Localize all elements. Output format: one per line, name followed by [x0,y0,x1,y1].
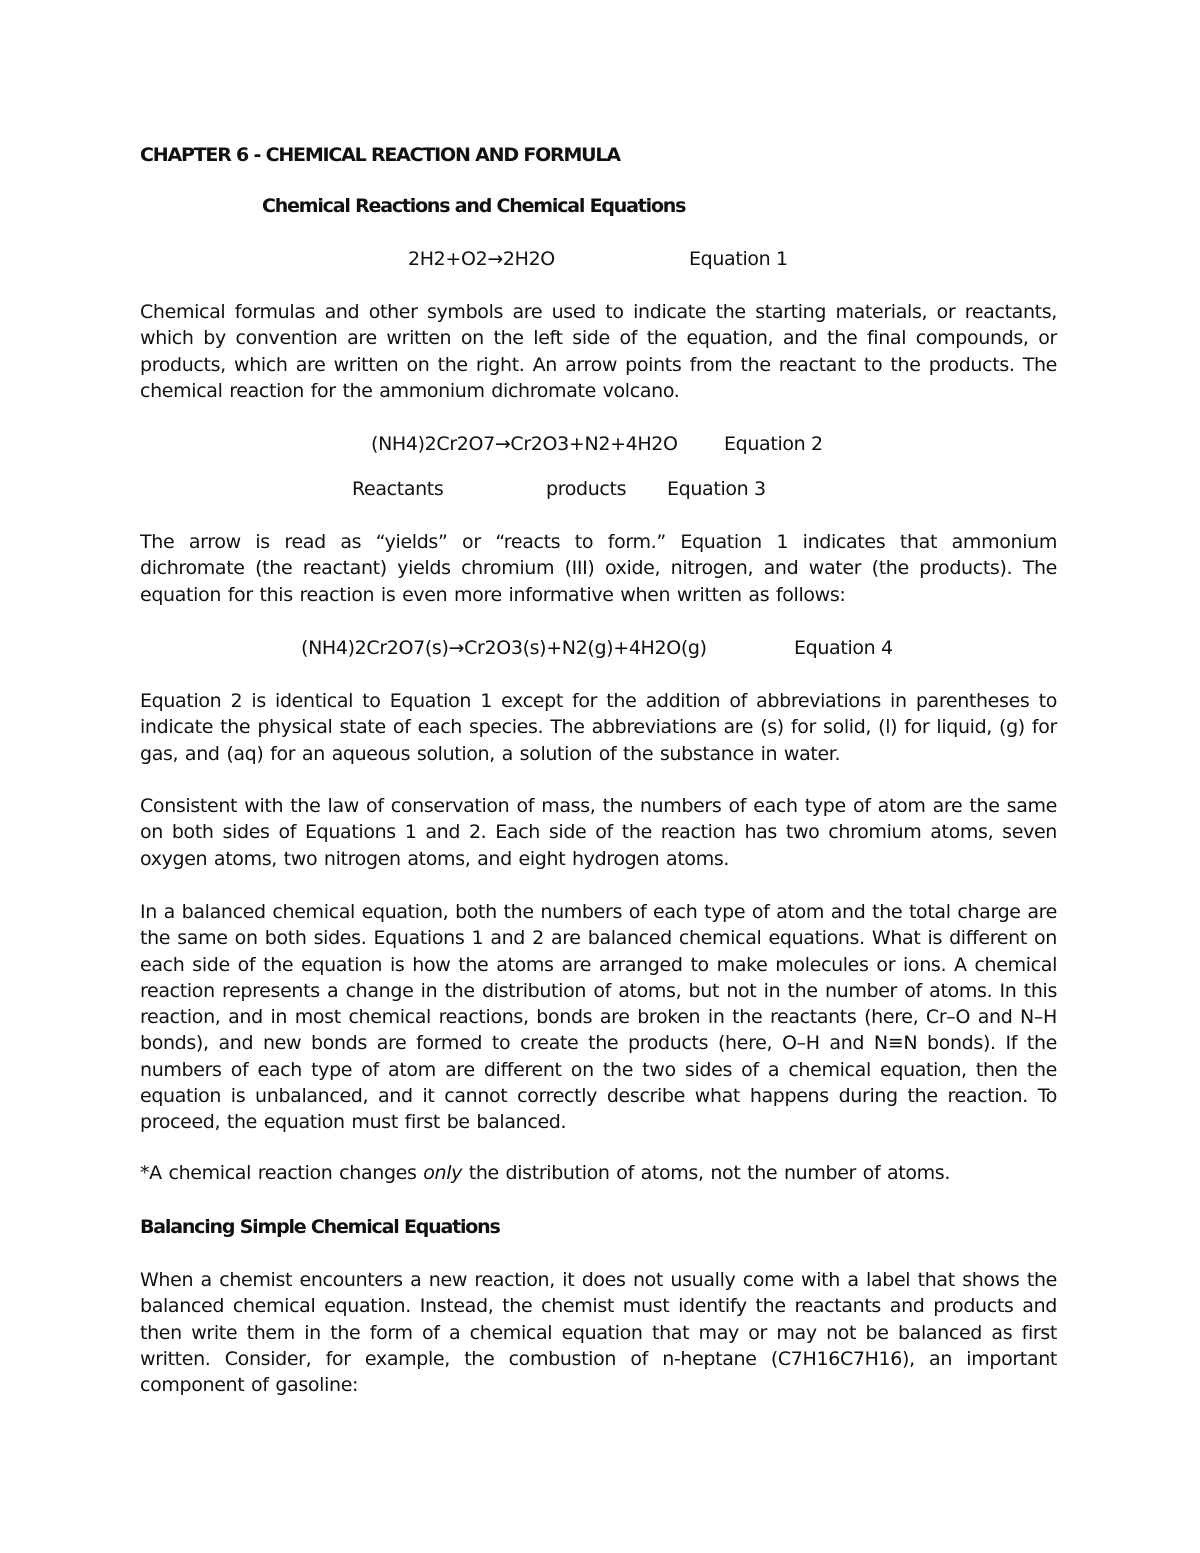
equation-3-products: products [546,478,627,500]
paragraph-physical-states: Equation 2 is identical to Equation 1 except for the addition of abbreviations in parentheses to indicate the physical state of each species. The abbreviations are (s) for solid, (l) for liquid, (g) for gas, and (aq) for an aqueous solution, a solution of the substance in water. [140,690,1057,765]
note-text-before: *A chemical reaction changes [140,1162,424,1184]
equation-4-label: Equation 4 [794,637,893,659]
paragraph-balanced-equation: In a balanced chemical equation, both the numbers of each type of atom and the total charge are the same on both sides. Equations 1 and 2 are balanced chemical equations. What is different on each side of the equation is how the atoms are arranged to make molecules or ions. A chemical reaction represents a change in the distribution of atoms, but not in the number of atoms. In this reaction, and in most chemical reactions, bonds are broken in the reactants (here, Cr–O and N–H bonds), and new bonds are formed to create the products (here, O–H and N≡N bonds). If the numbers of each type of atom are different on the two sides of a chemical equation, then the equation is unbalanced, and it cannot correctly describe what happens during the reaction. To proceed, the equation must first be balanced. [140,901,1057,1134]
section-title: Chemical Reactions and Chemical Equations [262,195,686,217]
equation-1-label: Equation 1 [689,248,788,270]
equation-4-formula: (NH4)2Cr2O7(s)→Cr2O3(s)+N2(g)+4H2O(g) [301,637,707,659]
note-distribution-of-atoms [140,1160,950,1186]
equation-3-reactants: Reactants [352,478,444,500]
paragraph-arrow-meaning: The arrow is read as “yields” or “reacts to form.” Equation 1 indicates that ammonium dichromate (the reactant) yields chromium (III) oxide, nitrogen, and water (the products). The equation for this reaction is even more informative when written as follows: [140,531,1057,606]
equation-3-label: Equation 3 [667,478,766,500]
equation-1-formula: 2H2+O2→2H2O [408,248,555,270]
note-text-after: the distribution of atoms, not the number of atoms. [462,1162,951,1184]
paragraph-reactants-products: Chemical formulas and other symbols are used to indicate the starting materials, or reactants, which by convention are written on the left side of the equation, and the final compounds, or products, which are written on the right. An arrow points from the reactant to the products. The chemical reaction for the ammonium dichromate volcano. [140,301,1057,402]
paragraph-conservation-of-mass: Consistent with the law of conservation of mass, the numbers of each type of atom are the same on both sides of Equations 1 and 2. Each side of the reaction has two chromium atoms, seven oxygen atoms, two nitrogen atoms, and eight hydrogen atoms. [140,795,1057,870]
paragraph-combustion-heptane: When a chemist encounters a new reaction, it does not usually come with a label that shows the balanced chemical equation. Instead, the chemist must identify the reactants and products and then write them in the form of a chemical equation that may or may not be balanced as first written. Consider, for example, the combustion of n-heptane (C7H16C7H16), an important component of gasoline: [140,1269,1057,1397]
section-2-title: Balancing Simple Chemical Equations [140,1216,500,1238]
equation-2-formula: (NH4)2Cr2O7→Cr2O3+N2+4H2O [371,433,678,455]
equation-2-label: Equation 2 [724,433,823,455]
note-emphasis: only [423,1162,463,1184]
chapter-title: CHAPTER 6 - CHEMICAL REACTION AND FORMULA [140,144,620,166]
